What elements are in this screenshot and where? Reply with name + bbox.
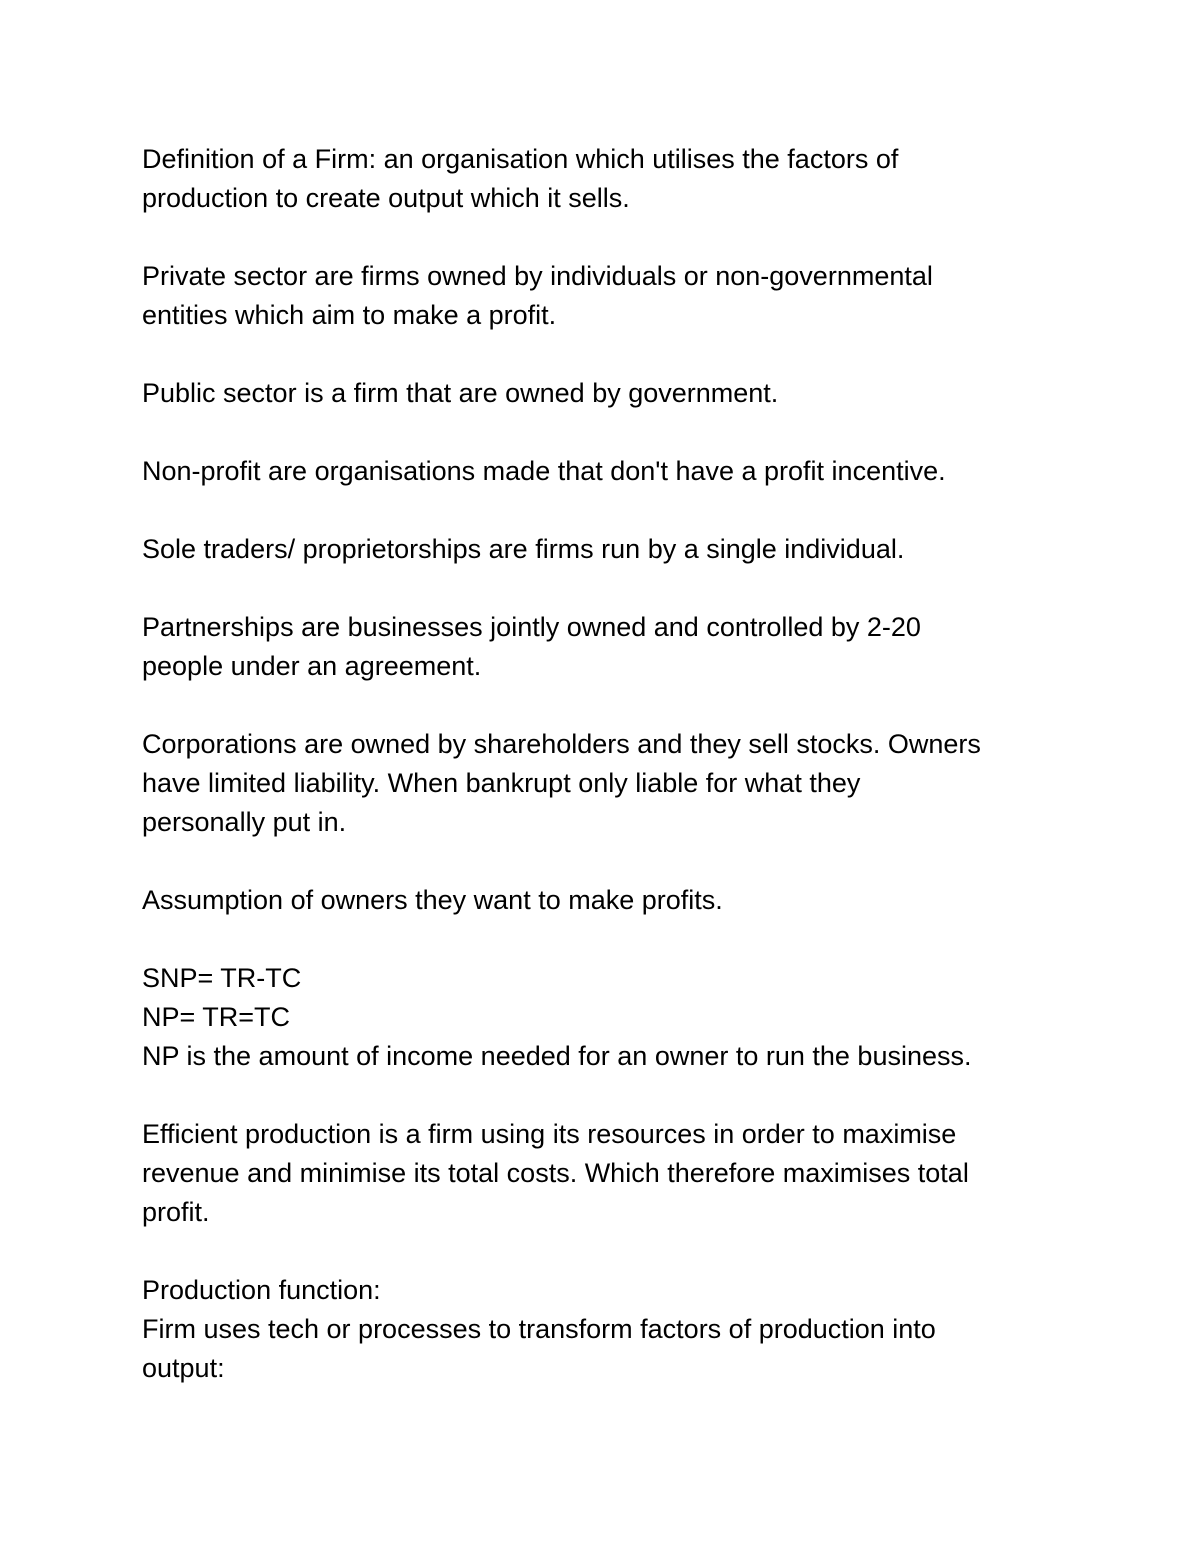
text-line: Definition of a Firm: an organisation which utilises the factors of (142, 144, 899, 174)
paragraph-non-profit (142, 452, 1102, 491)
paragraph-firm-definition (142, 140, 1102, 218)
text-line: Corporations are owned by shareholders and they sell stocks. Owners (142, 729, 981, 759)
text-line: personally put in. (142, 807, 347, 837)
paragraph-private-sector (142, 257, 1102, 335)
paragraph-corporations (142, 725, 1102, 842)
text-line: output: (142, 1353, 225, 1383)
formula-np: NP= TR=TC (142, 1002, 291, 1032)
text-line: Firm uses tech or processes to transform factors of production into (142, 1314, 936, 1344)
paragraph-efficient-production (142, 1115, 1102, 1232)
text-line: people under an agreement. (142, 651, 482, 681)
text-line: Sole traders/ proprietorships are firms run by a single individual. (142, 534, 905, 564)
text-line: profit. (142, 1197, 210, 1227)
paragraph-sole-traders (142, 530, 1102, 569)
text-line: entities which aim to make a profit. (142, 300, 557, 330)
paragraph-partnerships (142, 608, 1102, 686)
text-line: Public sector is a firm that are owned by government. (142, 378, 779, 408)
text-line: have limited liability. When bankrupt only liable for what they (142, 768, 861, 798)
text-line: revenue and minimise its total costs. Which therefore maximises total (142, 1158, 969, 1188)
document-body (142, 140, 1102, 1427)
section-heading: Production function: (142, 1275, 381, 1305)
text-line: Private sector are firms owned by individuals or non-governmental (142, 261, 933, 291)
text-line: Efficient production is a firm using its resources in order to maximise (142, 1119, 957, 1149)
formula-snp: SNP= TR-TC (142, 963, 302, 993)
text-line: Assumption of owners they want to make profits. (142, 885, 723, 915)
paragraph-owner-assumption (142, 881, 1102, 920)
paragraph-production-function (142, 1271, 1102, 1388)
text-line: Partnerships are businesses jointly owned and controlled by 2-20 (142, 612, 921, 642)
text-line: production to create output which it sells. (142, 183, 630, 213)
paragraph-public-sector (142, 374, 1102, 413)
text-line: Non-profit are organisations made that don't have a profit incentive. (142, 456, 946, 486)
text-line: NP is the amount of income needed for an owner to run the business. (142, 1041, 972, 1071)
paragraph-profit-formulas (142, 959, 1102, 1076)
